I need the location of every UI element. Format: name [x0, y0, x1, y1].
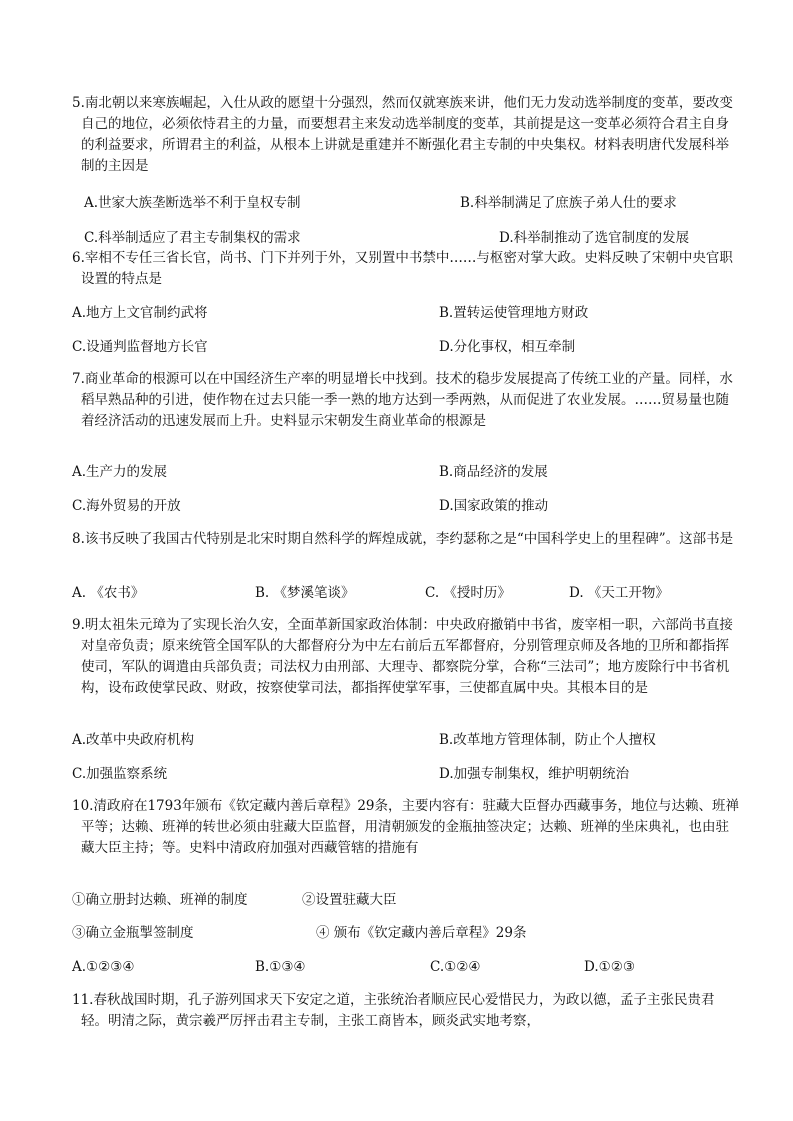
question-6-option-d[interactable]: D.分化事权，相互牵制 [439, 339, 576, 355]
question-5-option-b[interactable]: B.科举制满足了庶族子弟人仕的要求 [460, 195, 677, 211]
question-8-option-d[interactable]: D. 《天工开物》 [569, 585, 669, 601]
question-9-option-b[interactable]: B.改革地方管理体制，防止个人擅权 [439, 732, 656, 748]
question-10-option-a[interactable]: A.①②③④ [72, 959, 135, 975]
question-5-stem: 5.南北朝以来寒族崛起，入仕从政的愿望十分强烈，然而仅就寒族来讲，他们无力发动选举制度的变革，要改变自己的地位，必须依恃君主的力量，而要想君主来发动选举制度的变革，其前提是这一变革必须符合君主自身的利益要求，所谓君主的利益，从根本上讲就是重建并不断强化君主专制的中央集权。材料表明唐代发展科举制的主因是 [72, 95, 733, 174]
question-10-option-b[interactable]: B.①③④ [255, 959, 306, 975]
question-5-option-c[interactable]: C.科举制适应了君主专制集权的需求 [84, 230, 301, 246]
question-10-option-c[interactable]: C.①②④ [430, 959, 481, 975]
question-10-options-row [72, 957, 752, 977]
question-9-options-row-2 [72, 764, 752, 784]
question-10-option-d[interactable]: D.①②③ [584, 959, 635, 975]
question-10-item-1: ①确立册封达赖、班禅的制度 [72, 892, 248, 908]
question-6-option-b[interactable]: B.置转运使管理地方财政 [439, 305, 589, 321]
question-8-option-c[interactable]: C. 《授时历》 [425, 585, 511, 601]
question-10-items-row-2 [72, 923, 752, 943]
question-8-stem: 8.该书反映了我国古代特别是北宋时期自然科学的辉煌成就，李约瑟称之是“中国科学史上的里程碑”。这部书是 [72, 531, 734, 547]
question-7-option-c[interactable]: C.海外贸易的开放 [72, 498, 181, 514]
question-10-item-3: ③确立金瓶掣签制度 [72, 925, 194, 941]
question-10-items-row-1 [72, 890, 752, 910]
question-6-options-row-1 [72, 303, 752, 323]
question-10-item-2: ②设置驻藏大臣 [302, 892, 397, 908]
question-5-option-d[interactable]: D.科举制推动了选官制度的发展 [499, 230, 690, 246]
question-7-option-a[interactable]: A.生产力的发展 [72, 464, 168, 480]
question-11-stem: 11.春秋战国时期，孔子游列国求天下安定之道，主张统治者顺应民心爱惜民力，为政以德，孟子主张民贵君轻。明清之际，黄宗羲严厉抨击君主专制，主张工商皆本，顾炎武实地考察， [72, 992, 715, 1029]
question-9-option-d[interactable]: D.加强专制集权，维护明朝统治 [439, 766, 630, 782]
question-6-stem: 6.宰相不专任三省长官，尚书、门下并列于外，又别置中书禁中……与枢密对掌大政。史料反映了宋朝中央官职设置的特点是 [72, 250, 733, 287]
question-9-option-c[interactable]: C.加强监察系统 [72, 766, 168, 782]
question-7-option-d[interactable]: D.国家政策的推动 [439, 498, 549, 514]
question-5-option-a[interactable]: A.世家大族垄断选举不利于皇权专制 [84, 195, 301, 211]
question-8-option-b[interactable]: B. 《梦溪笔谈》 [255, 585, 355, 601]
question-5-options-row-2 [72, 228, 752, 248]
question-7-options-row-1 [72, 462, 752, 482]
question-7-option-b[interactable]: B.商品经济的发展 [439, 464, 548, 480]
question-9-option-a[interactable]: A.改革中央政府机构 [72, 732, 195, 748]
question-7-options-row-2 [72, 496, 752, 516]
question-7-stem: 7.商业革命的根源可以在中国经济生产率的明显增长中找到。技术的稳步发展提高了传统工业的产量。同样，水稻早熟品种的引进，使作物在过去只能一季一熟的地方达到一季两熟，从而促进了农业发展。……贸易量也随着经济活动的迅速发展而上升。史料显示宋朝发生商业革命的根源是 [72, 371, 733, 429]
question-6-option-c[interactable]: C.设通判监督地方长官 [72, 339, 208, 355]
question-6-option-a[interactable]: A.地方上文官制约武将 [72, 305, 208, 321]
question-10-stem: 10.清政府在1793年颁布《钦定藏内善后章程》29条，主要内容有：驻藏大臣督办西藏事务，地位与达赖、班禅平等；达赖、班禅的转世必须由驻藏大臣监督，用清朝颁发的金瓶抽签决定；达赖、班禅的坐床典礼，也由驻藏大臣主持；等。史料中清政府加强对西藏管辖的措施有 [72, 798, 740, 856]
question-5-options-row-1 [72, 193, 752, 213]
question-8-option-a[interactable]: A. 《农书》 [72, 585, 145, 601]
question-9-options-row-1 [72, 730, 752, 750]
question-10-item-4: ④ 颁布《钦定藏内善后章程》29条 [316, 925, 527, 941]
question-6-options-row-2 [72, 337, 752, 357]
question-8-options-row [72, 583, 752, 603]
question-9-stem: 9.明太祖朱元璋为了实现长治久安，全面革新国家政治体制：中央政府撤销中书省，废宰相一职，六部尚书直接对皇帝负责；原来统管全国军队的大都督府分为中左右前后五军都督府，分别管理京师及各地的卫所和都指挥使司，军队的调遣由兵部负责；司法权力由刑部、大理寺、都察院分掌，合称“三法司”；地方废除行中书省机构，设布政使掌民政、财政，按察使掌司法，都指挥使掌军事，三使都直属中央。其根本目的是 [72, 617, 733, 696]
